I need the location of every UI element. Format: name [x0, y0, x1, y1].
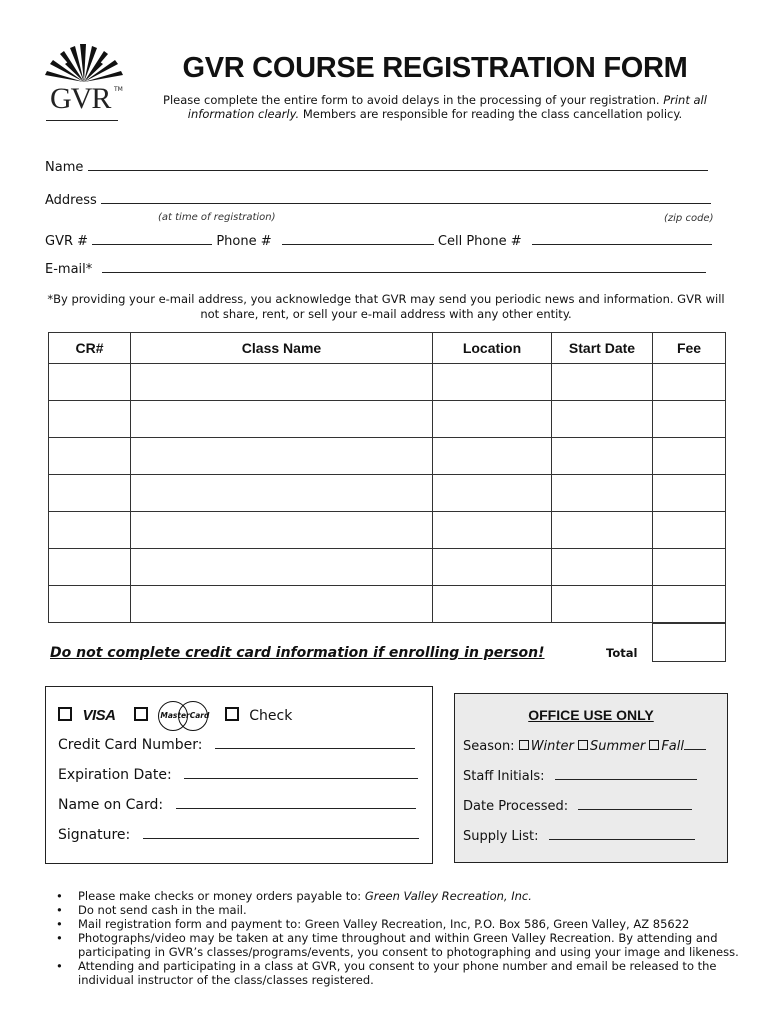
- name-on-card-label: Name on Card:: [58, 797, 164, 813]
- cr-cell[interactable]: [49, 475, 131, 512]
- cr-cell[interactable]: [49, 401, 131, 438]
- address-hint-right: (zip code): [664, 213, 714, 224]
- expiration-label: Expiration Date:: [58, 767, 172, 783]
- card-number-field[interactable]: [215, 736, 415, 749]
- credit-card-warning: Do not complete credit card information if enrolling in person!: [50, 645, 545, 661]
- table-row: [49, 512, 726, 549]
- supply-list-label: Supply List:: [463, 829, 539, 844]
- cr-cell[interactable]: [49, 586, 131, 623]
- name-on-card-row: [58, 796, 416, 813]
- name-on-card-field[interactable]: [176, 796, 416, 809]
- location-cell[interactable]: [433, 512, 552, 549]
- instructions-list: [52, 889, 742, 987]
- signature-row: [58, 826, 419, 843]
- cr-cell[interactable]: [49, 549, 131, 586]
- table-row: [49, 364, 726, 401]
- email-notice: *By providing your e-mail address, you acknowledge that GVR may send you periodic news and information. GVR will not share, rent, or sell your e-mail address with any other entity.: [47, 292, 725, 321]
- cell-phone-field[interactable]: [532, 232, 712, 245]
- mastercard-logo: [158, 701, 208, 729]
- location-cell[interactable]: [433, 438, 552, 475]
- summer-checkbox[interactable]: [578, 740, 588, 750]
- list-item: • Mail registration form and payment to: Green Valley Recreation, Inc, P.O. Box 586, Green Valley, AZ 85622: [52, 917, 742, 931]
- address-row: [45, 191, 711, 208]
- payment-box: [45, 686, 433, 864]
- start-date-cell[interactable]: [552, 364, 653, 401]
- signature-field[interactable]: [143, 826, 419, 839]
- class-name-cell[interactable]: [131, 438, 433, 475]
- bullet-1-text: Please make checks or money orders payable to:: [78, 889, 362, 903]
- class-name-cell[interactable]: [131, 364, 433, 401]
- card-number-row: [58, 736, 415, 753]
- mastercard-checkbox[interactable]: [134, 707, 148, 721]
- subtitle-end: Members are responsible for reading the class cancellation policy.: [302, 107, 683, 121]
- header-class-name: Class Name: [131, 333, 433, 364]
- start-date-cell[interactable]: [552, 475, 653, 512]
- table-row: [49, 401, 726, 438]
- fall-label: Fall: [661, 739, 684, 754]
- subtitle-text: Please complete the entire form to avoid delays in the processing of your registration.: [163, 93, 660, 107]
- address-field[interactable]: [101, 191, 711, 204]
- start-date-cell[interactable]: [552, 586, 653, 623]
- name-field[interactable]: [88, 158, 708, 171]
- visa-checkbox[interactable]: [58, 707, 72, 721]
- list-item: [52, 889, 742, 903]
- location-cell[interactable]: [433, 475, 552, 512]
- check-label: Check: [249, 708, 293, 724]
- phone-row: [45, 232, 712, 249]
- signature-label: Signature:: [58, 827, 131, 843]
- staff-initials-label: Staff Initials:: [463, 769, 545, 784]
- class-table: [48, 332, 726, 623]
- season-label: Season:: [463, 739, 515, 754]
- page-title: GVR COURSE REGISTRATION FORM: [182, 52, 688, 84]
- date-processed-field[interactable]: [578, 797, 692, 810]
- address-hint-left: (at time of registration): [158, 212, 276, 223]
- list-item: • Do not send cash in the mail.: [52, 903, 742, 917]
- start-date-cell[interactable]: [552, 438, 653, 475]
- winter-label: Winter: [530, 739, 574, 754]
- gvr-logo: [44, 42, 124, 126]
- staff-initials-row: [463, 767, 697, 784]
- start-date-cell[interactable]: [552, 512, 653, 549]
- cr-cell[interactable]: [49, 364, 131, 401]
- fall-checkbox[interactable]: [649, 740, 659, 750]
- date-processed-row: [463, 797, 692, 814]
- class-name-cell[interactable]: [131, 475, 433, 512]
- expiration-row: [58, 766, 418, 783]
- header-start-date: Start Date: [552, 333, 653, 364]
- header-fee: Fee: [653, 333, 726, 364]
- table-row: [49, 586, 726, 623]
- address-label: Address: [45, 193, 97, 208]
- summer-label: Summer: [590, 739, 646, 754]
- start-date-cell[interactable]: [552, 401, 653, 438]
- fee-cell[interactable]: [653, 364, 726, 401]
- office-use-title: OFFICE USE ONLY: [528, 707, 654, 723]
- logo-underline: [46, 120, 118, 121]
- list-item: • Photographs/video may be taken at any time throughout and within Green Valley Recreation. By attending and participating in GVR’s classes/programs/events, you consent to photographing and using your image and likeness.: [52, 931, 742, 959]
- location-cell[interactable]: [433, 549, 552, 586]
- fall-field[interactable]: [684, 737, 706, 750]
- office-use-box: [454, 693, 728, 863]
- total-field[interactable]: [652, 623, 726, 662]
- card-number-label: Credit Card Number:: [58, 737, 203, 753]
- class-name-cell[interactable]: [131, 401, 433, 438]
- header-cr: CR#: [49, 333, 131, 364]
- season-row: [463, 737, 706, 754]
- cr-cell[interactable]: [49, 512, 131, 549]
- gvr-number-field[interactable]: [92, 232, 212, 245]
- location-cell[interactable]: [433, 364, 552, 401]
- fee-cell[interactable]: [653, 586, 726, 623]
- email-row: [45, 260, 706, 277]
- page-subtitle: [160, 93, 710, 121]
- name-label: Name: [45, 160, 84, 175]
- table-row: [49, 549, 726, 586]
- agave-leaves-icon: [44, 42, 124, 84]
- payment-method-row: [58, 701, 292, 729]
- visa-logo: VISA: [82, 707, 116, 724]
- gvr-label: GVR #: [45, 234, 89, 249]
- table-row: [49, 438, 726, 475]
- list-item: • Attending and participating in a class at GVR, you consent to your phone number and email be released to the individual instructor of the class/classes registered.: [52, 959, 742, 987]
- location-cell[interactable]: [433, 401, 552, 438]
- fee-cell[interactable]: [653, 475, 726, 512]
- table-header-row: [49, 333, 726, 364]
- class-name-cell[interactable]: [131, 549, 433, 586]
- cell-phone-label: Cell Phone #: [437, 234, 522, 249]
- logo-text: GVR: [50, 82, 111, 115]
- phone-label: Phone #: [216, 234, 272, 249]
- start-date-cell[interactable]: [552, 549, 653, 586]
- staff-initials-field[interactable]: [555, 767, 697, 780]
- cr-cell[interactable]: [49, 438, 131, 475]
- class-name-cell[interactable]: [131, 512, 433, 549]
- location-cell[interactable]: [433, 586, 552, 623]
- table-row: [49, 475, 726, 512]
- fee-cell[interactable]: [653, 512, 726, 549]
- subtitle-italic: Print all information clearly.: [187, 93, 707, 121]
- winter-checkbox[interactable]: [519, 740, 529, 750]
- mastercard-text: MasterCard: [160, 711, 210, 720]
- fee-cell[interactable]: [653, 549, 726, 586]
- total-label: Total: [606, 646, 638, 660]
- bullet-1-payee: Green Valley Recreation, Inc.: [364, 889, 532, 903]
- date-processed-label: Date Processed:: [463, 799, 569, 814]
- supply-list-row: [463, 827, 695, 844]
- header-location: Location: [433, 333, 552, 364]
- name-row: [45, 158, 708, 175]
- email-field[interactable]: [102, 260, 706, 273]
- fee-cell[interactable]: [653, 438, 726, 475]
- class-name-cell[interactable]: [131, 586, 433, 623]
- expiration-field[interactable]: [184, 766, 418, 779]
- email-label: E-mail*: [45, 262, 93, 277]
- fee-cell[interactable]: [653, 401, 726, 438]
- phone-field[interactable]: [282, 232, 434, 245]
- supply-list-field[interactable]: [549, 827, 695, 840]
- logo-trademark: TM: [114, 86, 123, 93]
- check-checkbox[interactable]: [225, 707, 239, 721]
